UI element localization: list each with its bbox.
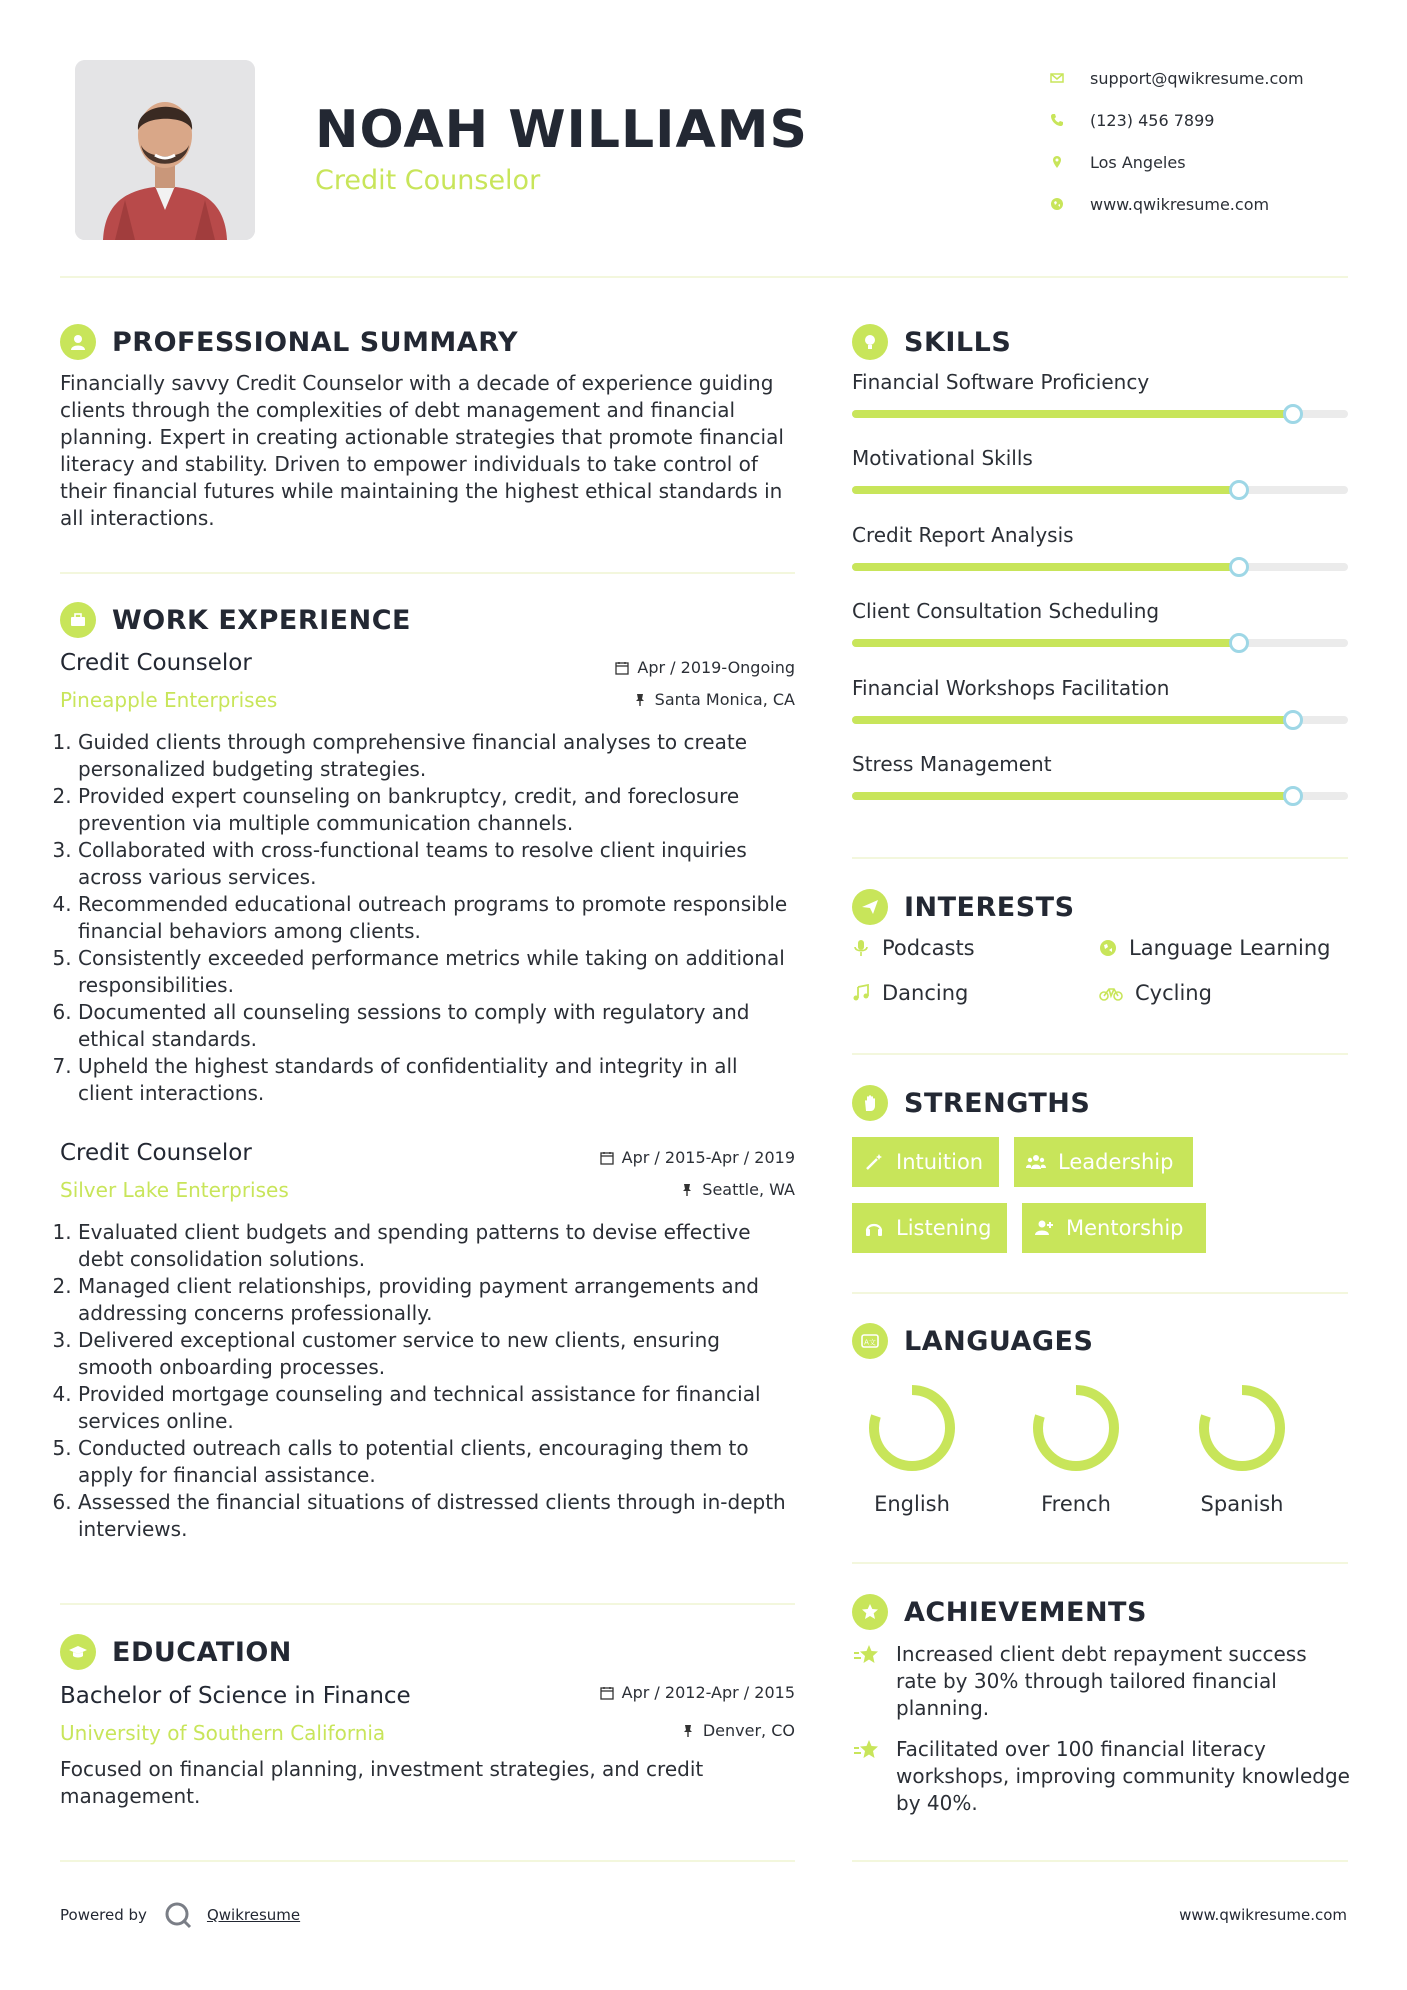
graduation-cap-icon	[60, 1634, 96, 1670]
contact-website-text: www.qwikresume.com	[1090, 194, 1270, 214]
strengths-title: STRENGTHS	[904, 1087, 1091, 1119]
strengths-divider	[852, 1292, 1348, 1294]
language-progress-ring	[862, 1378, 962, 1478]
interest-item	[1099, 981, 1212, 1005]
interests-divider	[852, 1053, 1348, 1055]
contact-location	[1050, 141, 1304, 183]
job-location	[500, 690, 795, 709]
job-dates	[500, 1148, 795, 1167]
contact-phone-text: (123) 456 7899	[1090, 110, 1215, 130]
strength-label: Intuition	[896, 1150, 984, 1174]
language-label: Spanish	[1200, 1492, 1284, 1516]
trophy-icon	[852, 1594, 888, 1630]
skill-bar-knob	[1283, 710, 1303, 730]
language-item	[852, 1378, 972, 1516]
skills-title: SKILLS	[904, 326, 1012, 358]
language-progress-ring	[1026, 1378, 1126, 1478]
education-dates	[500, 1683, 795, 1702]
candidate-name: NOAH WILLIAMS	[315, 100, 808, 160]
education-location	[500, 1721, 795, 1740]
skill-label: Credit Report Analysis	[852, 522, 1074, 547]
skill-bar-fill	[852, 486, 1239, 494]
hand-icon	[852, 1085, 888, 1121]
skill-bar-knob	[1283, 404, 1303, 424]
skill-bar-fill	[852, 716, 1293, 724]
education-description: Focused on financial planning, investment strategies, and credit management.	[60, 1757, 704, 1808]
languages-title: LANGUAGES	[904, 1325, 1094, 1357]
language-icon	[852, 1323, 888, 1359]
job-company: Pineapple Enterprises	[60, 688, 278, 712]
contact-list	[1050, 57, 1304, 225]
skill-bar	[852, 792, 1348, 800]
user-plus-icon	[1034, 1218, 1054, 1238]
skill-bar-fill	[852, 639, 1239, 647]
skill-item	[852, 523, 1348, 571]
person-photo-illustration	[75, 60, 255, 240]
email-icon	[1050, 71, 1090, 85]
list-item: 6. Assessed the financial situations of distressed clients through in-depth interviews.	[78, 1489, 795, 1543]
contact-website[interactable]	[1050, 183, 1304, 225]
achievements-divider	[852, 1860, 1348, 1862]
strength-tag	[1022, 1203, 1206, 1253]
qwikresume-link[interactable]: Qwikresume	[206, 1906, 301, 1924]
headphones-icon	[864, 1218, 884, 1238]
list-item: 4. Recommended educational outreach programs to promote responsible financial behaviors among clients.	[78, 891, 795, 945]
footer-website[interactable]: www.qwikresume.com	[1179, 1906, 1347, 1924]
skill-label: Financial Software Proficiency	[852, 370, 1150, 394]
skill-bar-knob	[1229, 633, 1249, 653]
strength-label: Leadership	[1058, 1150, 1174, 1174]
job-title: Credit Counselor	[60, 1140, 252, 1166]
candidate-title: Credit Counselor	[315, 165, 541, 196]
job-company: Silver Lake Enterprises	[60, 1178, 289, 1202]
strengths-heading	[852, 1085, 1090, 1121]
skill-bar-fill	[852, 410, 1293, 418]
skills-divider	[852, 857, 1348, 859]
skill-bar-knob	[1283, 786, 1303, 806]
language-progress-ring	[1192, 1378, 1292, 1478]
music-note-icon	[852, 984, 870, 1002]
summary-title: PROFESSIONAL SUMMARY	[112, 326, 519, 358]
list-item: 5. Conducted outreach calls to potential clients, encouraging them to apply for financial assistance.	[78, 1435, 795, 1489]
interests-title: INTERESTS	[904, 891, 1075, 923]
location-icon	[1050, 155, 1090, 169]
interests-heading	[852, 889, 1075, 925]
contact-phone[interactable]	[1050, 99, 1304, 141]
pin-icon	[680, 1183, 694, 1197]
briefcase-icon	[60, 602, 96, 638]
language-label: French	[1041, 1492, 1111, 1516]
footer-branding	[60, 1900, 300, 1930]
experience-divider	[60, 1603, 795, 1605]
calendar-icon	[600, 1151, 614, 1165]
bicycle-icon	[1099, 984, 1123, 1002]
magic-wand-icon	[864, 1152, 884, 1172]
strength-tag	[852, 1137, 999, 1187]
school-name: University of Southern California	[60, 1721, 386, 1745]
star-icon	[852, 1736, 882, 1766]
education-title: EDUCATION	[112, 1636, 292, 1668]
summary-text: Financially savvy Credit Counselor with a decade of experience guiding clients through the complexities of debt management and financial planning. Expert in creating actionable strategies that promote financial literacy and stability. Driven to empower individuals to take control of their financial futures while maintaining the highest ethical standards in all interactions.	[60, 371, 784, 530]
achievement-item	[852, 1641, 1352, 1722]
strength-label: Mentorship	[1066, 1216, 1184, 1240]
skill-item	[852, 446, 1348, 494]
list-item: 7. Upheld the highest standards of confidentiality and integrity in all client interactions.	[78, 1053, 795, 1107]
star-icon	[852, 1641, 882, 1671]
paper-plane-icon	[852, 889, 888, 925]
skill-item	[852, 370, 1348, 418]
strength-label: Listening	[896, 1216, 992, 1240]
job-dates-text: Apr / 2015-Apr / 2019	[621, 1148, 795, 1167]
list-item: 1. Guided clients through comprehensive financial analyses to create personalized budgeting strategies.	[78, 729, 795, 783]
skill-bar	[852, 639, 1348, 647]
job-bullets	[60, 729, 795, 1107]
skill-bar-knob	[1229, 557, 1249, 577]
svg-text:A文: A文	[864, 1338, 876, 1347]
list-item: 1. Evaluated client budgets and spending patterns to devise effective debt consolidation solutions.	[78, 1219, 795, 1273]
skill-item	[852, 676, 1348, 724]
powered-by-text: Powered by	[60, 1906, 147, 1924]
contact-location-text: Los Angeles	[1090, 152, 1186, 172]
language-item	[1182, 1378, 1302, 1516]
interest-item	[1099, 936, 1330, 960]
list-item: 4. Provided mortgage counseling and technical assistance for financial services online.	[78, 1381, 795, 1435]
experience-heading	[60, 602, 411, 638]
skill-label: Financial Workshops Facilitation	[852, 675, 1170, 700]
job-dates-text: Apr / 2019-Ongoing	[637, 658, 795, 677]
interest-item	[852, 936, 975, 960]
achievements-heading	[852, 1594, 1147, 1630]
skill-bar	[852, 716, 1348, 724]
language-label: English	[874, 1492, 950, 1516]
skill-item	[852, 752, 1348, 800]
skill-bar-fill	[852, 792, 1293, 800]
achievement-text: Facilitated over 100 financial literacy workshops, improving community knowledge by 40%.	[896, 1737, 1350, 1815]
user-icon	[60, 324, 96, 360]
education-dates-text: Apr / 2012-Apr / 2015	[621, 1683, 795, 1702]
skill-bar	[852, 486, 1348, 494]
education-heading	[60, 1634, 292, 1670]
strength-tag	[852, 1203, 1007, 1253]
achievement-text: Increased client debt repayment success rate by 30% through tailored financial planning.	[896, 1642, 1307, 1720]
interest-label: Dancing	[882, 981, 969, 1005]
skill-label: Stress Management	[852, 752, 1052, 776]
skills-heading	[852, 324, 1011, 360]
strength-tag	[1014, 1137, 1193, 1187]
calendar-icon	[615, 661, 629, 675]
globe-icon	[1099, 939, 1117, 957]
list-item: 3. Collaborated with cross-functional teams to resolve client inquiries across various services.	[78, 837, 795, 891]
globe-icon	[1050, 197, 1090, 211]
achievement-item	[852, 1736, 1352, 1817]
list-item: 5. Consistently exceeded performance metrics while taking on additional responsibilities.	[78, 945, 795, 999]
summary-divider	[60, 572, 795, 574]
degree-title: Bachelor of Science in Finance	[60, 1683, 411, 1709]
interest-label: Cycling	[1135, 981, 1212, 1005]
education-location-text: Denver, CO	[702, 1721, 795, 1740]
contact-email-text: support@qwikresume.com	[1090, 68, 1304, 88]
skill-bar	[852, 563, 1348, 571]
experience-title: WORK EXPERIENCE	[112, 604, 411, 636]
skill-bar	[852, 410, 1348, 418]
skill-bar-fill	[852, 563, 1239, 571]
skill-bar-knob	[1229, 480, 1249, 500]
microphone-icon	[852, 939, 870, 957]
job-location-text: Seattle, WA	[702, 1180, 795, 1199]
group-icon	[1026, 1152, 1046, 1172]
profile-photo	[75, 60, 255, 240]
interest-label: Language Learning	[1129, 936, 1331, 960]
job-bullets	[60, 1219, 795, 1543]
interest-label: Podcasts	[882, 936, 975, 960]
pin-icon	[681, 1724, 695, 1738]
interest-item	[852, 981, 968, 1005]
languages-divider	[852, 1562, 1348, 1564]
job-location	[500, 1180, 795, 1199]
list-item: 2. Provided expert counseling on bankruptcy, credit, and foreclosure prevention via multiple communication channels.	[78, 783, 795, 837]
list-item: 3. Delivered exceptional customer service to new clients, ensuring smooth onboarding processes.	[78, 1327, 795, 1381]
lightbulb-icon	[852, 324, 888, 360]
achievements-title: ACHIEVEMENTS	[904, 1596, 1147, 1628]
contact-email[interactable]	[1050, 57, 1304, 99]
skill-label: Motivational Skills	[852, 446, 1033, 471]
list-item: 2. Managed client relationships, providing payment arrangements and addressing concerns professionally.	[78, 1273, 795, 1327]
language-item	[1016, 1378, 1136, 1516]
calendar-icon	[600, 1686, 614, 1700]
job-title: Credit Counselor	[60, 650, 252, 676]
qwikresume-logo-icon	[163, 1900, 193, 1930]
pin-icon	[633, 693, 647, 707]
skill-item	[852, 599, 1348, 647]
skill-label: Client Consultation Scheduling	[852, 599, 1160, 624]
list-item: 6. Documented all counseling sessions to comply with regulatory and ethical standards.	[78, 999, 795, 1053]
job-dates	[500, 658, 795, 677]
job-location-text: Santa Monica, CA	[654, 690, 795, 709]
phone-icon	[1050, 113, 1090, 127]
summary-heading	[60, 324, 518, 360]
header-divider	[60, 276, 1348, 278]
education-divider	[60, 1860, 795, 1862]
languages-heading	[852, 1323, 1093, 1359]
